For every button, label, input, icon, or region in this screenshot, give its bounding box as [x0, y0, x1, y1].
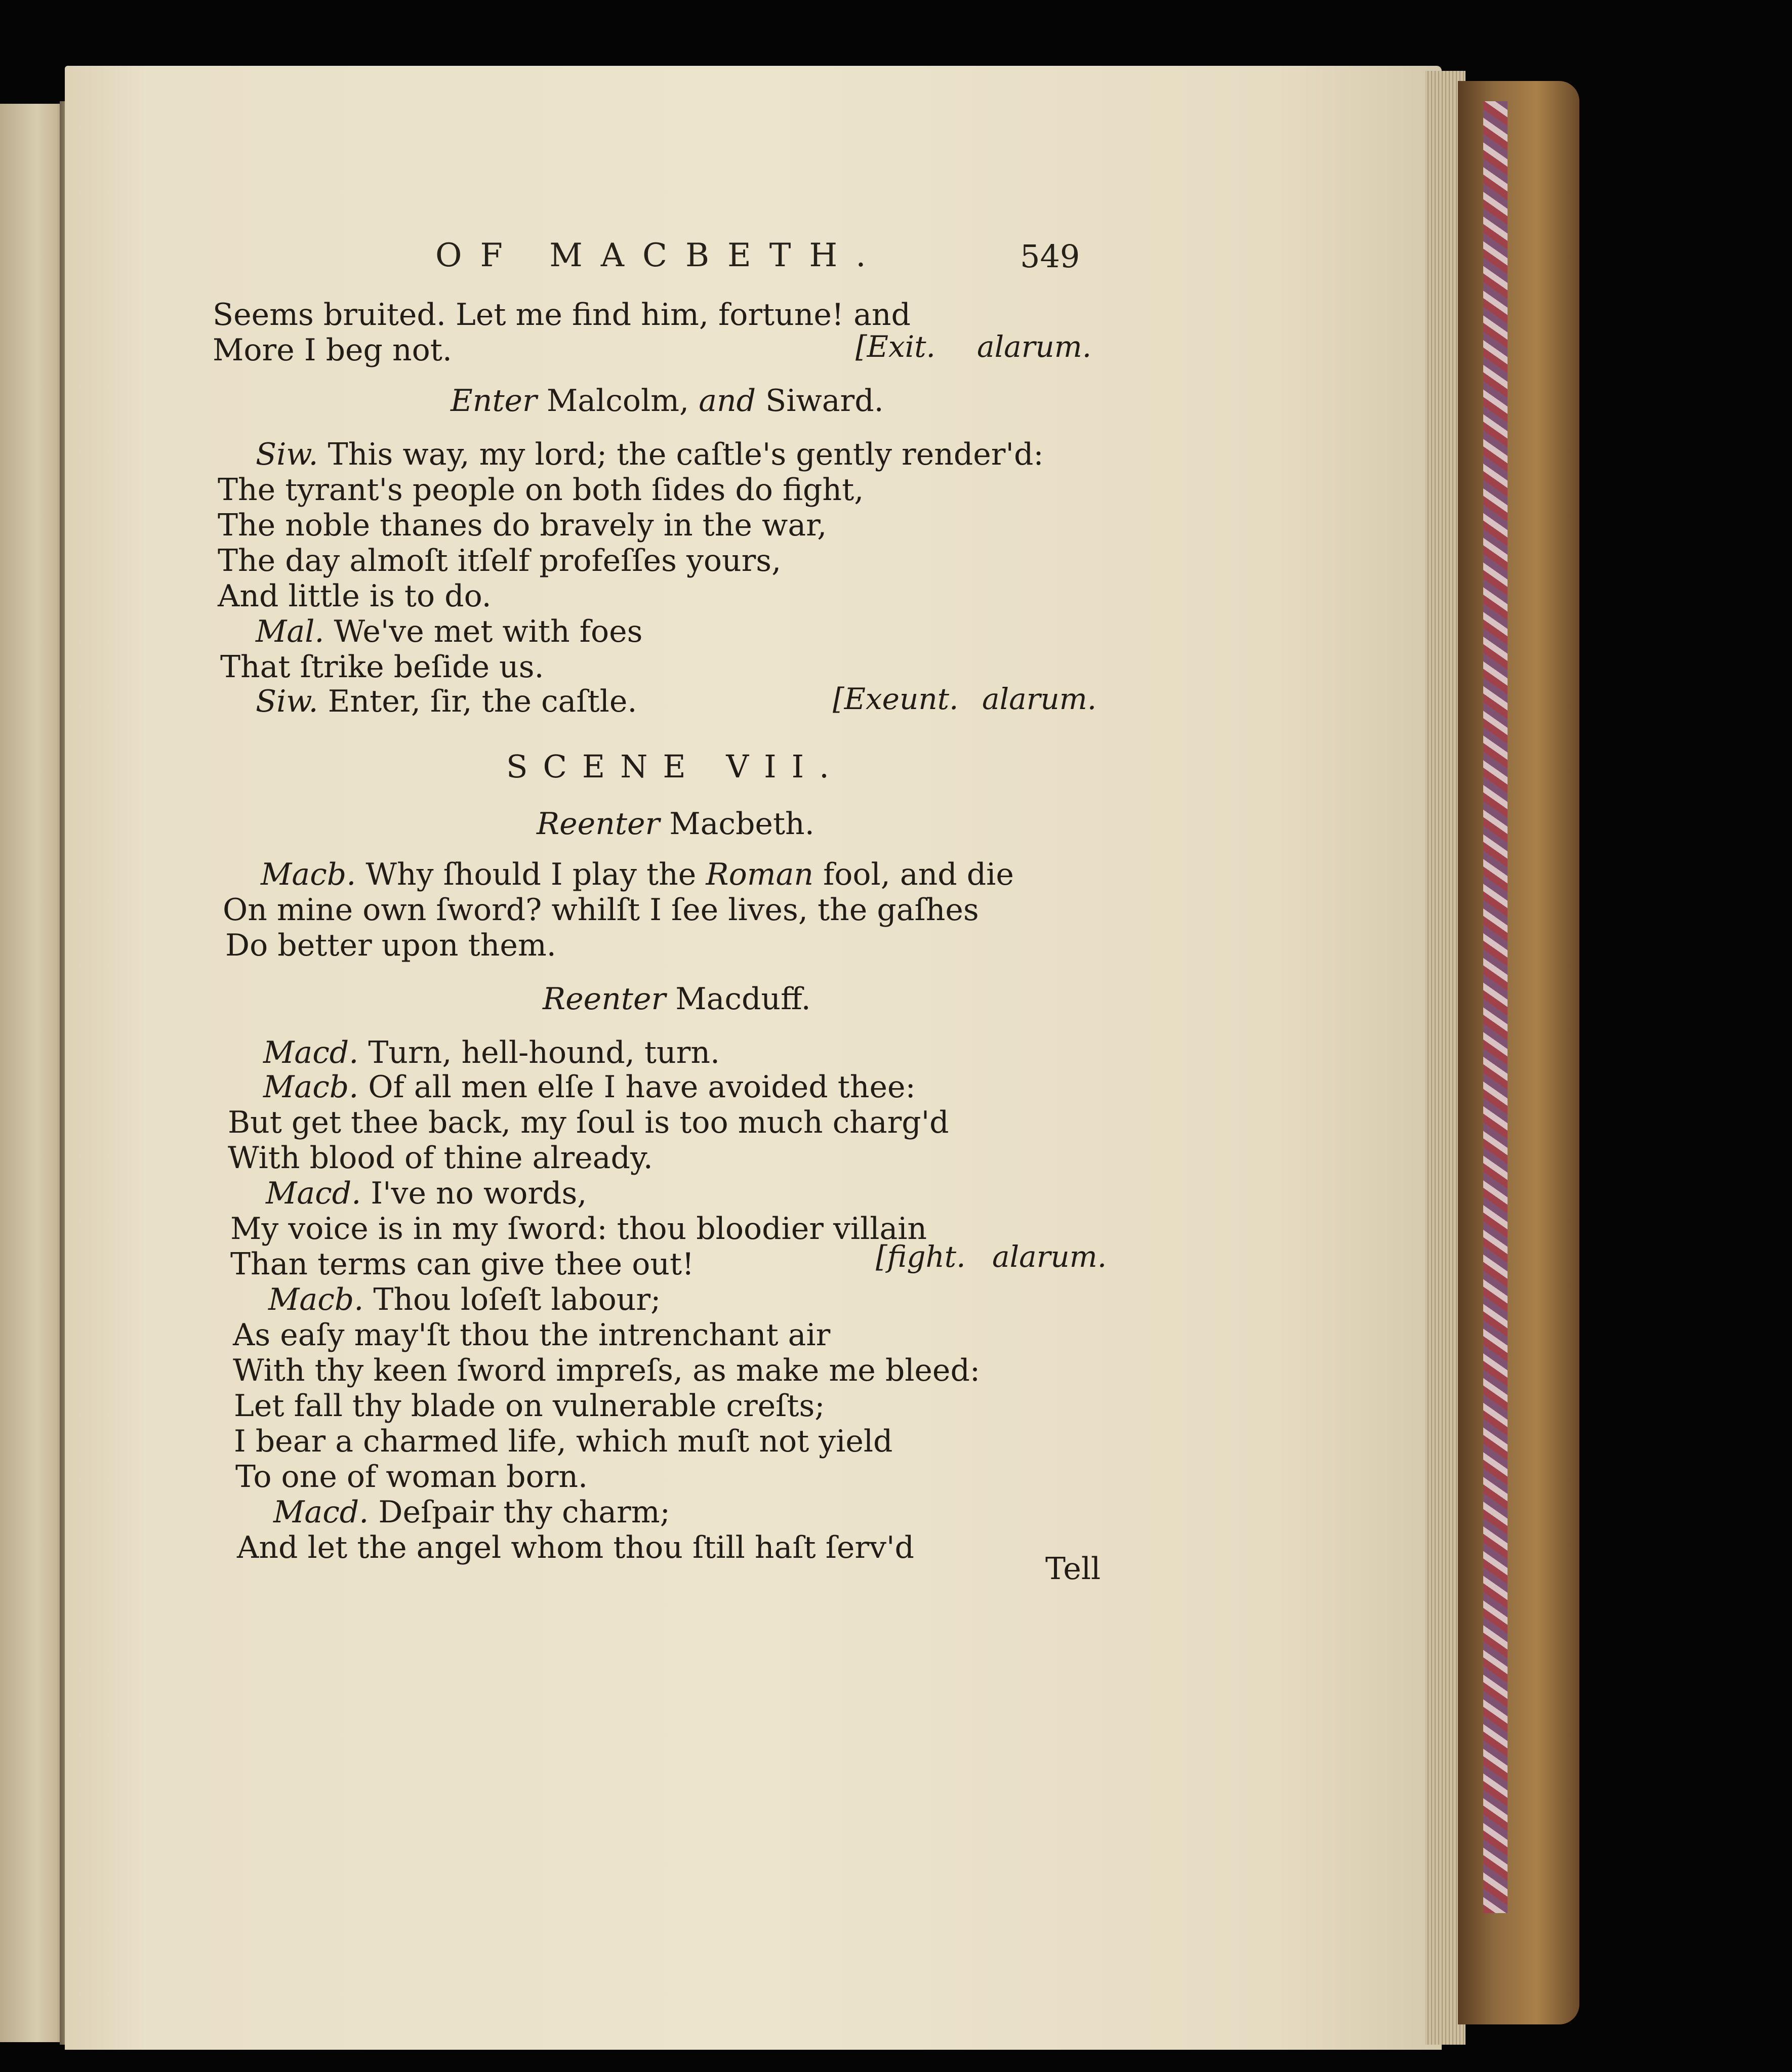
verse-line: Do better upon them. — [225, 928, 556, 963]
speech-text: We've met with foes — [324, 614, 643, 649]
verse-line: Than terms can give thee out! — [230, 1247, 695, 1282]
speech-text: Turn, hell-hound, turn. — [358, 1035, 720, 1070]
entry-word: and — [699, 383, 756, 419]
entry-word: Reenter — [543, 981, 666, 1017]
entry-word: Enter — [451, 383, 537, 419]
verse-line: With blood of thine already. — [228, 1140, 653, 1176]
speech-line — [256, 439, 1044, 470]
facing-page-edge — [0, 104, 67, 2042]
speech-line — [263, 1035, 720, 1070]
stage-direction: [fight. — [876, 1239, 966, 1274]
leather-binding — [1458, 81, 1579, 2024]
speech-text: Deſpair thy charm; — [369, 1495, 670, 1530]
verse-line: As eaſy may'ſt thou the intrenchant air — [233, 1317, 831, 1353]
entry-character: Macbeth. — [660, 806, 814, 842]
scene-heading: SCENE VII. — [506, 748, 844, 785]
verse-line: My voice is in my ſword: thou bloodier villain — [230, 1211, 927, 1247]
entry-direction — [537, 806, 814, 842]
speaker-name: Macb. — [263, 1069, 359, 1105]
verse-line: With thy keen ſword impreſs, as make me bleed: — [233, 1353, 981, 1388]
verse-line: More I beg not. — [213, 333, 452, 368]
speech-line — [256, 616, 642, 647]
verse-line: The noble thanes do bravely in the war, — [218, 508, 827, 543]
verse-line: And little is to do. — [218, 578, 492, 614]
stage-direction: alarum. — [992, 1239, 1107, 1274]
speaker-name: Siw. — [256, 437, 318, 472]
verse-line: Let fall thy blade on vulnerable creſts; — [234, 1388, 825, 1424]
verse-line: The day almoſt itſelf profeſſes yours, — [218, 543, 782, 578]
entry-direction — [543, 981, 811, 1017]
speech-text: I've no words, — [361, 1176, 587, 1211]
entry-word: Reenter — [537, 806, 660, 842]
running-head: OF MACBETH. — [435, 237, 884, 274]
stage-direction: alarum. — [977, 329, 1092, 364]
speech-line — [268, 1284, 661, 1315]
entry-character: Siward. — [756, 383, 884, 419]
speech-text: This way, my lord; the caſtle's gently render'd: — [318, 437, 1044, 472]
verse-line: To one of woman born. — [235, 1459, 588, 1495]
stage-direction: [Exit. — [856, 329, 935, 364]
speech-line — [263, 1069, 916, 1105]
verse-line: On mine own ſword? whilſt I ſee lives, the gaſhes — [223, 892, 979, 928]
speech-line — [261, 859, 1014, 890]
speech-text: Of all men elſe I have avoided thee: — [358, 1069, 916, 1105]
speaker-name: Mal. — [256, 614, 324, 649]
speech-line — [273, 1495, 670, 1530]
speech-text: fool, and die — [813, 857, 1014, 892]
verse-line: Seems bruited. Let me find him, fortune! and — [213, 297, 911, 333]
speaker-name: Macd. — [263, 1035, 359, 1070]
verse-line: The tyrant's people on both ſides do fight, — [218, 472, 864, 508]
speaker-name: Macb. — [261, 857, 356, 892]
speaker-name: Macd. — [273, 1495, 369, 1530]
speaker-name: Macd. — [266, 1176, 361, 1211]
speech-text: Enter, ſir, the caſtle. — [318, 684, 637, 719]
entry-character: Malcolm, — [537, 383, 699, 419]
verse-line: I bear a charmed life, which muſt not yield — [234, 1424, 893, 1459]
speaker-name: Macb. — [268, 1282, 364, 1317]
speaker-name: Siw. — [256, 684, 318, 719]
speech-text: Thou loſeſt labour; — [363, 1282, 661, 1317]
catchword: Tell — [1045, 1551, 1101, 1587]
verse-line: But get thee back, my ſoul is too much charg'd — [228, 1105, 949, 1140]
verse-line: And let the angel whom thou ſtill haſt ſerv'd — [237, 1530, 914, 1565]
entry-direction — [451, 383, 884, 419]
speech-line — [256, 686, 637, 717]
speech-text: Why ſhould I play the — [356, 857, 706, 892]
page-number: 549 — [1020, 238, 1080, 275]
verse-line: That ſtrike beſide us. — [220, 649, 544, 685]
emphasis: Roman — [706, 857, 813, 892]
stage-direction: [Exeunt. — [833, 682, 959, 716]
marbled-endpaper — [1483, 101, 1508, 1913]
entry-character: Macduff. — [666, 981, 811, 1017]
stage-direction: alarum. — [982, 682, 1097, 716]
speech-line — [266, 1178, 587, 1209]
